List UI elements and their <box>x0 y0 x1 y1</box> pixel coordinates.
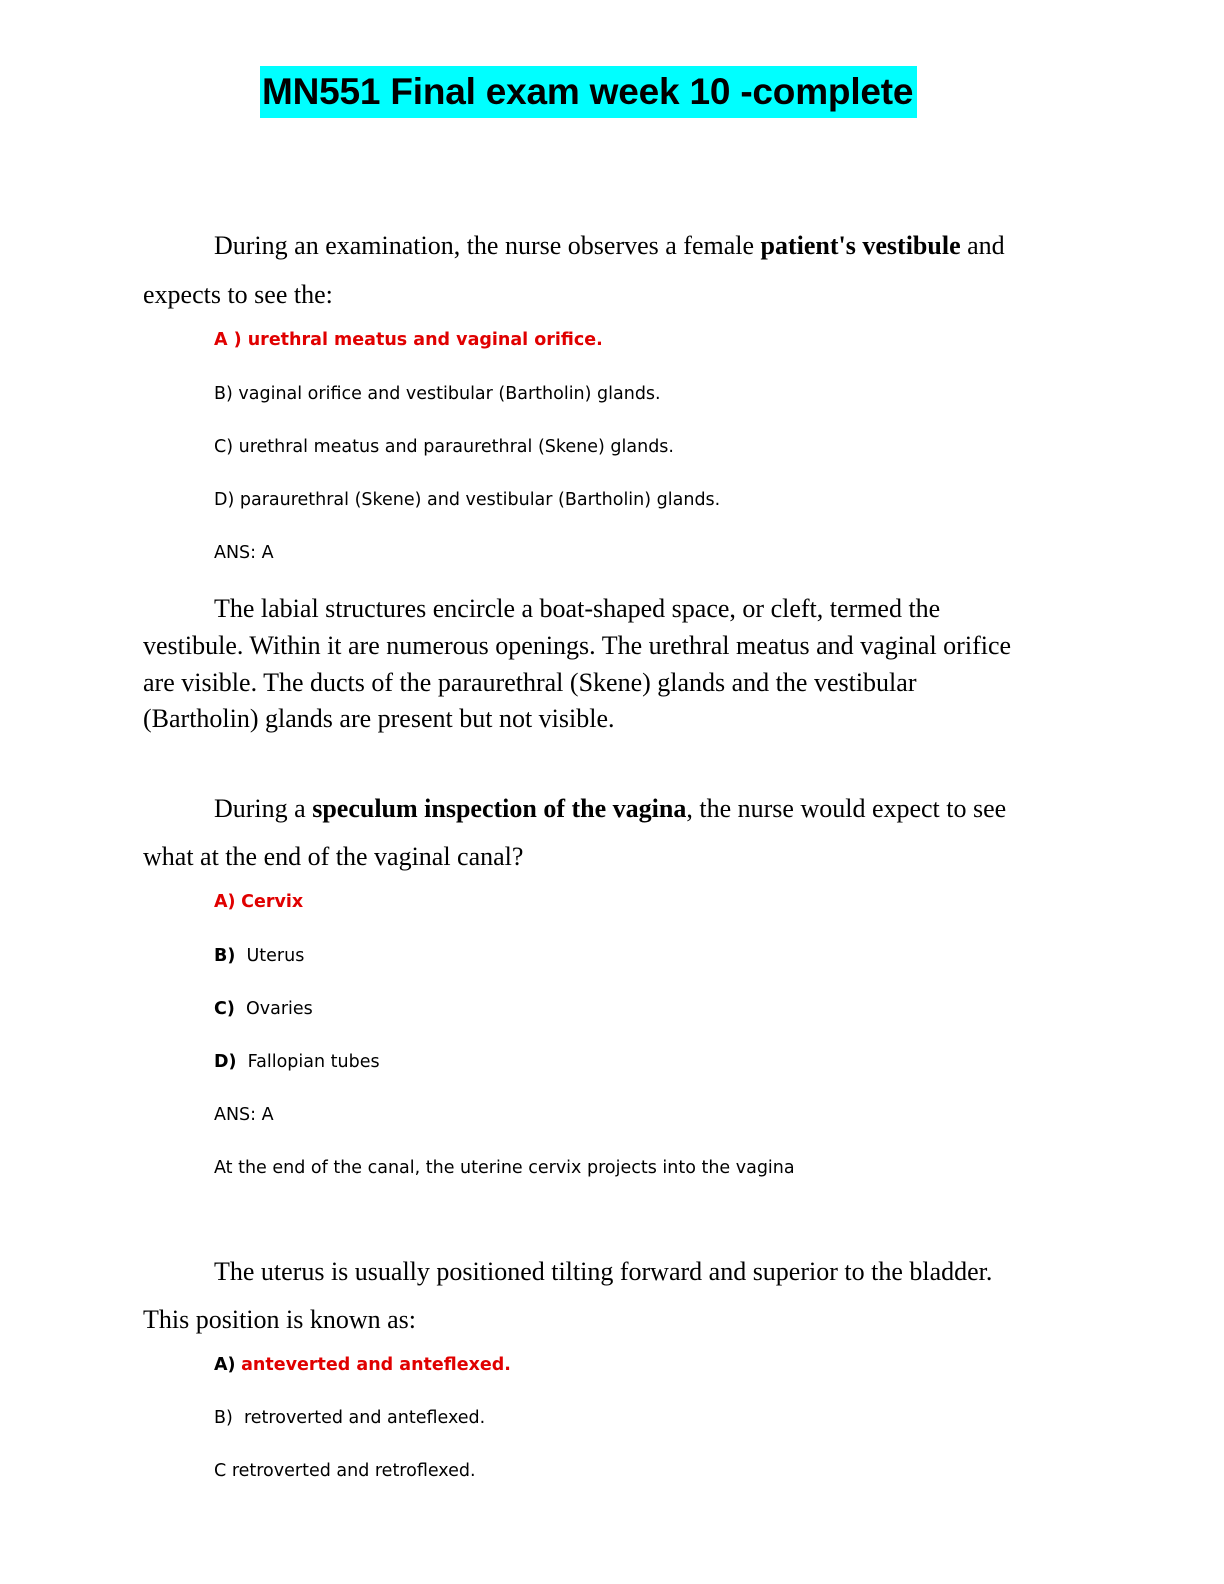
question-2-option-a-label: A) <box>214 892 236 912</box>
question-2-option-c <box>214 997 313 1021</box>
question-3-option-a-label: A) <box>214 1355 236 1375</box>
question-3-option-c-label: C <box>214 1461 227 1481</box>
question-2-answer: ANS: A <box>214 1105 274 1125</box>
question-3-option-a-text: anteverted and anteflexed. <box>241 1355 511 1375</box>
question-2-option-d <box>214 1050 380 1074</box>
question-2-option-c-label: C) <box>214 999 235 1019</box>
question-1-rationale-line-1: The labial structures encircle a boat-shaped space, or cleft, termed the <box>214 594 941 623</box>
question-3-stem-line-1: The uterus is usually positioned tilting forward and superior to the bladder. <box>214 1257 993 1286</box>
question-1-stem-line-1 <box>214 231 1005 261</box>
question-2-stem-line-2: what at the end of the vaginal canal? <box>143 842 524 871</box>
question-1-stem-post: and <box>960 231 1005 260</box>
question-2-option-a-text: Cervix <box>241 892 304 912</box>
question-3-option-c-text: retroverted and retroflexed. <box>231 1461 476 1481</box>
question-2-stem-bold: speculum inspection of the vagina <box>312 794 687 823</box>
question-1-option-d: D) paraurethral (Skene) and vestibular (Bartholin) glands. <box>214 490 721 510</box>
page-title: MN551 Final exam week 10 -complete <box>260 66 917 118</box>
question-3-option-b-text: retroverted and anteflexed. <box>243 1408 486 1428</box>
question-2-option-d-label: D) <box>214 1052 237 1072</box>
question-2-rationale: At the end of the canal, the uterine cervix projects into the vagina <box>214 1158 795 1178</box>
question-1-stem-pre: During an examination, the nurse observes a female <box>214 231 761 260</box>
question-2-option-d-text: Fallopian tubes <box>247 1052 380 1072</box>
question-2-option-c-text: Ovaries <box>245 999 313 1019</box>
question-2-option-a <box>214 890 303 914</box>
question-3-option-b <box>214 1406 485 1430</box>
question-2-stem-line-1 <box>214 794 1006 824</box>
question-2-option-b-text: Uterus <box>246 946 305 966</box>
question-1-option-a: A ) urethral meatus and vaginal orifice. <box>214 330 603 350</box>
question-3-stem-line-2: This position is known as: <box>143 1305 417 1334</box>
question-1-stem-line-2: expects to see the: <box>143 280 333 309</box>
question-3-option-b-label: B) <box>214 1408 233 1428</box>
question-1-option-b: B) vaginal orifice and vestibular (Bartholin) glands. <box>214 384 661 404</box>
question-3-option-a <box>214 1353 511 1377</box>
question-3-option-c <box>214 1459 476 1483</box>
question-2-stem-post: , the nurse would expect to see <box>686 794 1007 823</box>
question-1-rationale-line-2: vestibule. Within it are numerous openings. The urethral meatus and vaginal orifice <box>143 631 1012 660</box>
question-1-option-c: C) urethral meatus and paraurethral (Skene) glands. <box>214 437 674 457</box>
question-1-rationale-line-3: are visible. The ducts of the paraurethral (Skene) glands and the vestibular <box>143 668 917 697</box>
question-1-rationale-line-4: (Bartholin) glands are present but not visible. <box>143 704 615 733</box>
question-1-answer: ANS: A <box>214 543 274 563</box>
question-2-stem-pre: During a <box>214 794 313 823</box>
question-1-stem-bold: patient's vestibule <box>760 231 961 260</box>
question-2-option-b-label: B) <box>214 946 236 966</box>
question-2-option-b <box>214 944 304 968</box>
